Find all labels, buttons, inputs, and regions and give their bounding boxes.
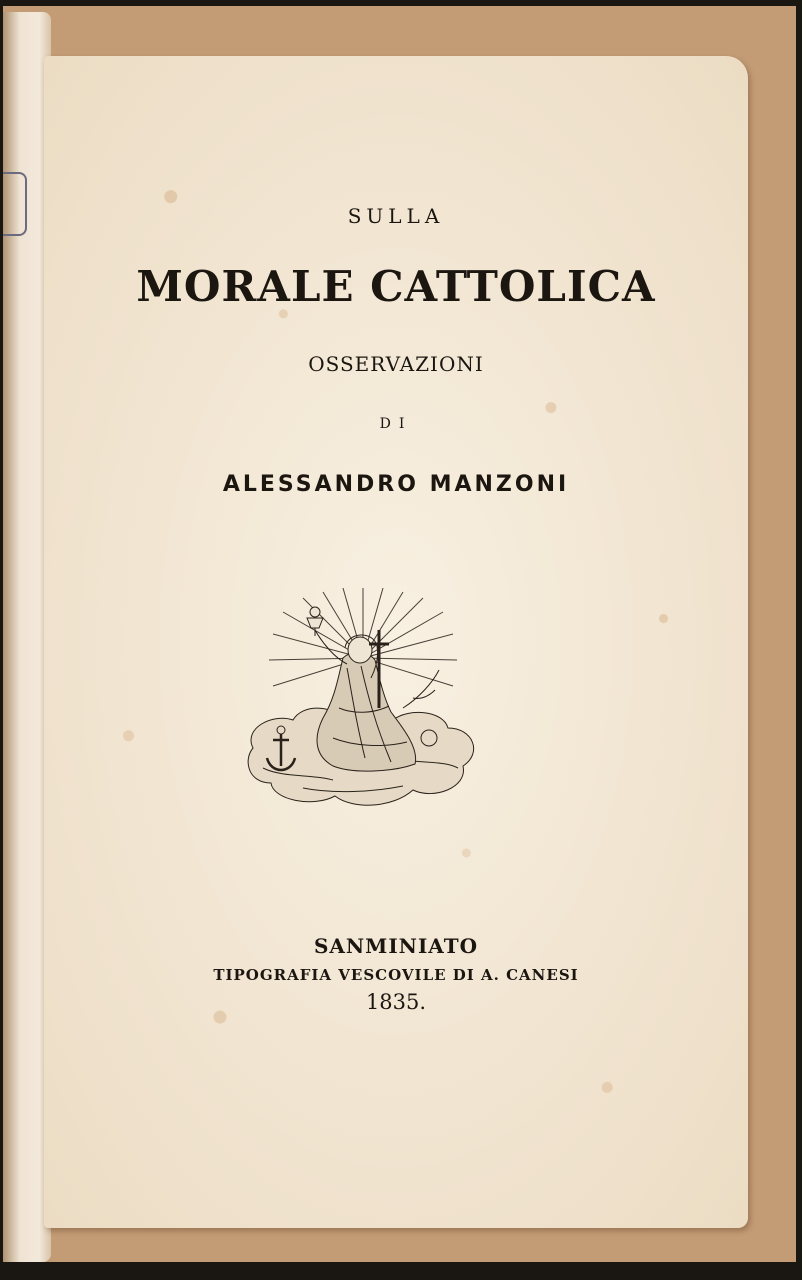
publication-year: 1835.	[365, 990, 427, 1014]
top-border	[0, 0, 802, 6]
title-line-sulla: SULLA	[347, 204, 445, 228]
printer-name: TIPOGRAFIA VESCOVILE DI A. CANESI	[213, 966, 579, 984]
bottom-border	[0, 1262, 802, 1280]
book-title: MORALE CATTOLICA	[136, 262, 656, 311]
right-border	[796, 0, 802, 1280]
shelf-mark	[3, 172, 27, 236]
author-name: ALESSANDRO MANZONI	[222, 472, 570, 497]
allegorical-figure-vignette-icon	[243, 588, 483, 814]
author-preposition: DI	[379, 416, 413, 432]
publisher-city: SANMINIATO	[313, 934, 479, 958]
book-subtitle: OSSERVAZIONI	[308, 352, 484, 376]
